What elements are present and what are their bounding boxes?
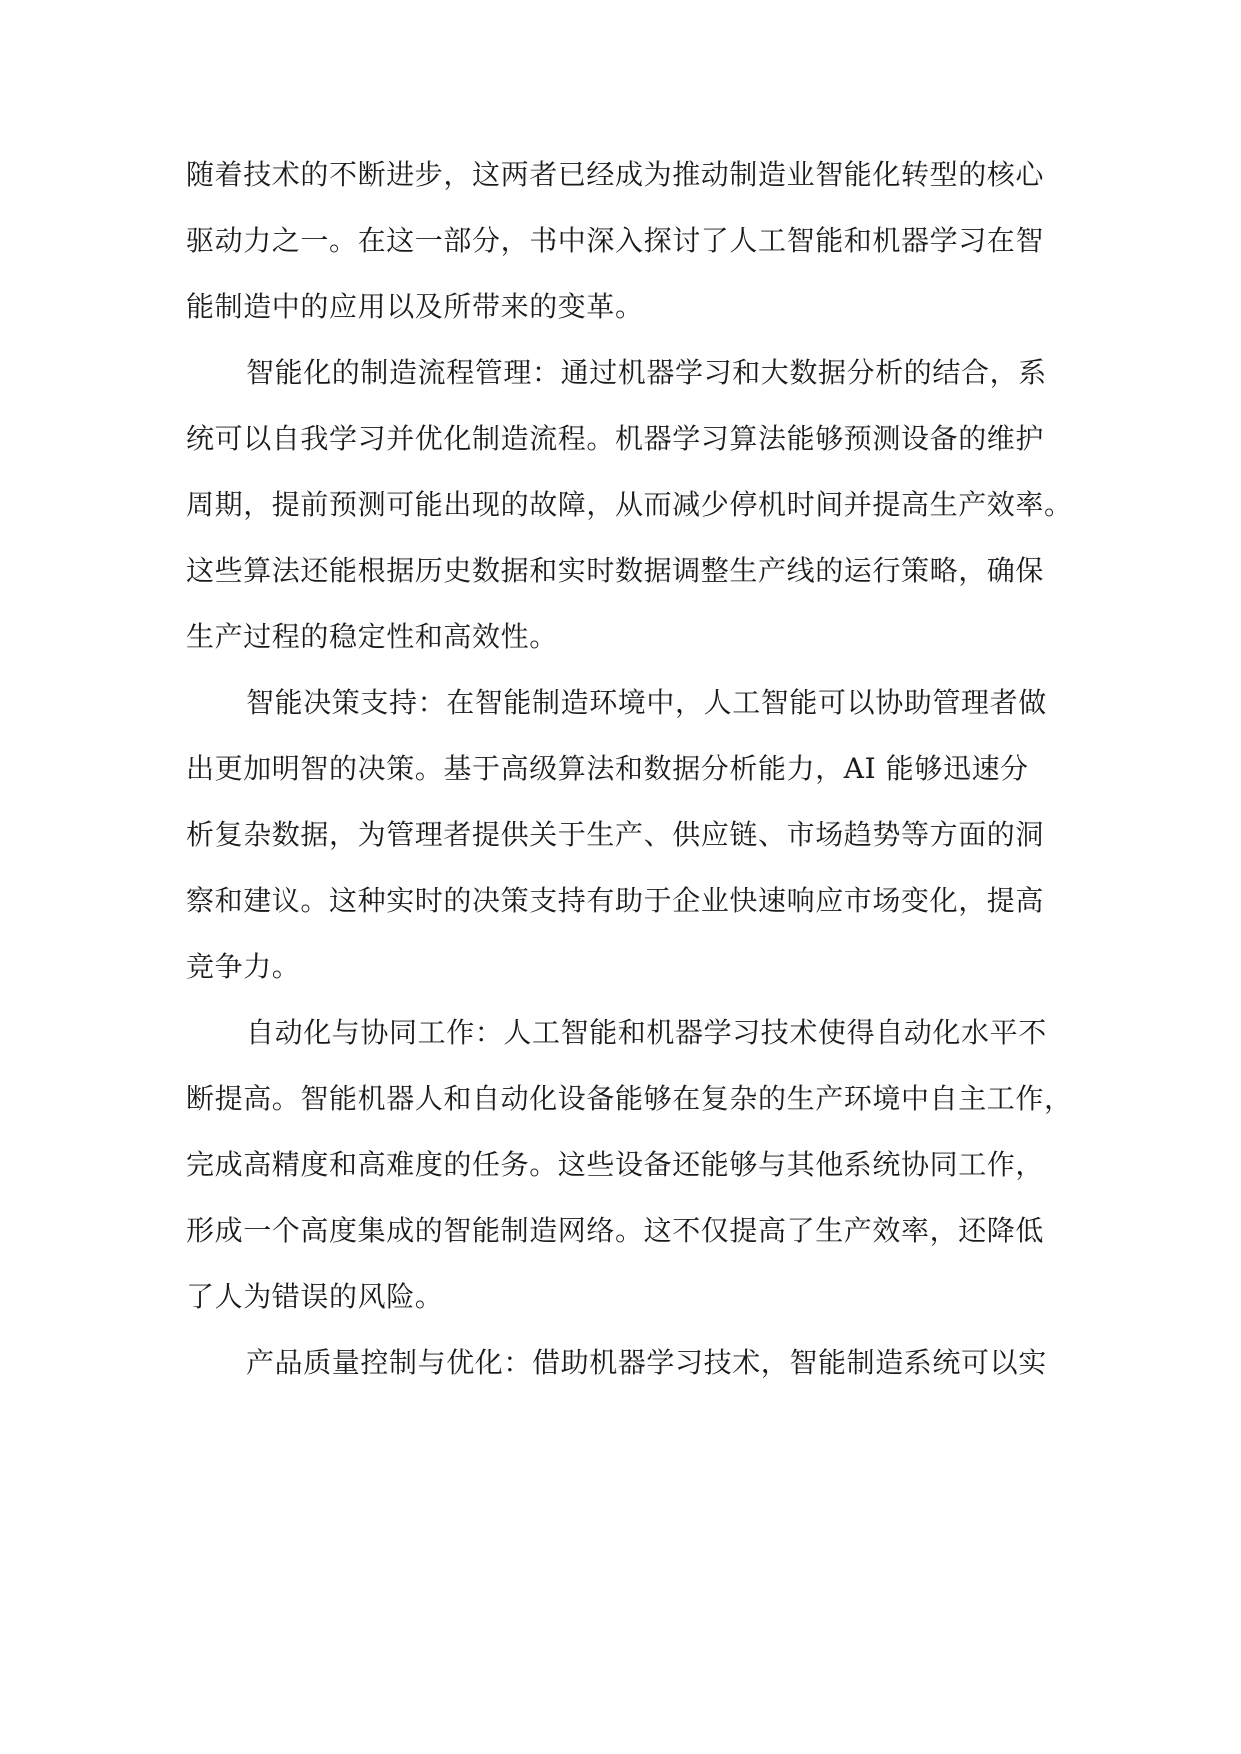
paragraph-2 (186, 340, 1073, 670)
paragraph-line: 随着技术的不断进步，这两者已经成为推动制造业智能化转型的核心 (186, 158, 1045, 191)
paragraph-line: 出更加明智的决策。基于高级算法和数据分析能力，AI 能够迅速分 (186, 752, 1029, 785)
paragraph-3 (186, 670, 1062, 1000)
paragraph-1 (186, 142, 1062, 340)
paragraph-5 (186, 1330, 1062, 1396)
paragraph-line: 竞争力。 (186, 950, 301, 983)
paragraph-line: 驱动力之一。在这一部分，书中深入探讨了人工智能和机器学习在智 (186, 224, 1045, 257)
paragraph-line: 析复杂数据，为管理者提供关于生产、供应链、市场趋势等方面的洞 (186, 818, 1045, 851)
paragraph-line: 完成高精度和高难度的任务。这些设备还能够与其他系统协同工作， (186, 1148, 1045, 1181)
paragraph-line: 察和建议。这种实时的决策支持有助于企业快速响应市场变化，提高 (186, 884, 1045, 917)
paragraph-line: 智能化的制造流程管理：通过机器学习和大数据分析的结合，系 (246, 356, 1047, 389)
paragraph-line: 周期，提前预测可能出现的故障，从而减少停机时间并提高生产效率。 (186, 488, 1073, 521)
paragraph-line: 产品质量控制与优化：借助机器学习技术，智能制造系统可以实 (246, 1346, 1047, 1379)
paragraph-line: 这些算法还能根据历史数据和实时数据调整生产线的运行策略，确保 (186, 554, 1045, 587)
paragraph-line: 形成一个高度集成的智能制造网络。这不仅提高了生产效率，还降低 (186, 1214, 1045, 1247)
paragraph-line: 断提高。智能机器人和自动化设备能够在复杂的生产环境中自主工作， (186, 1082, 1073, 1115)
paragraph-line: 了人为错误的风险。 (186, 1280, 444, 1313)
paragraph-line: 自动化与协同工作：人工智能和机器学习技术使得自动化水平不 (246, 1016, 1047, 1049)
paragraph-line: 统可以自我学习并优化制造流程。机器学习算法能够预测设备的维护 (186, 422, 1045, 455)
paragraph-4 (186, 1000, 1073, 1330)
paragraph-line: 能制造中的应用以及所带来的变革。 (186, 290, 644, 323)
document-body (186, 142, 1073, 1396)
paragraph-line: 生产过程的稳定性和高效性。 (186, 620, 558, 653)
paragraph-line: 智能决策支持：在智能制造环境中，人工智能可以协助管理者做 (246, 686, 1047, 719)
